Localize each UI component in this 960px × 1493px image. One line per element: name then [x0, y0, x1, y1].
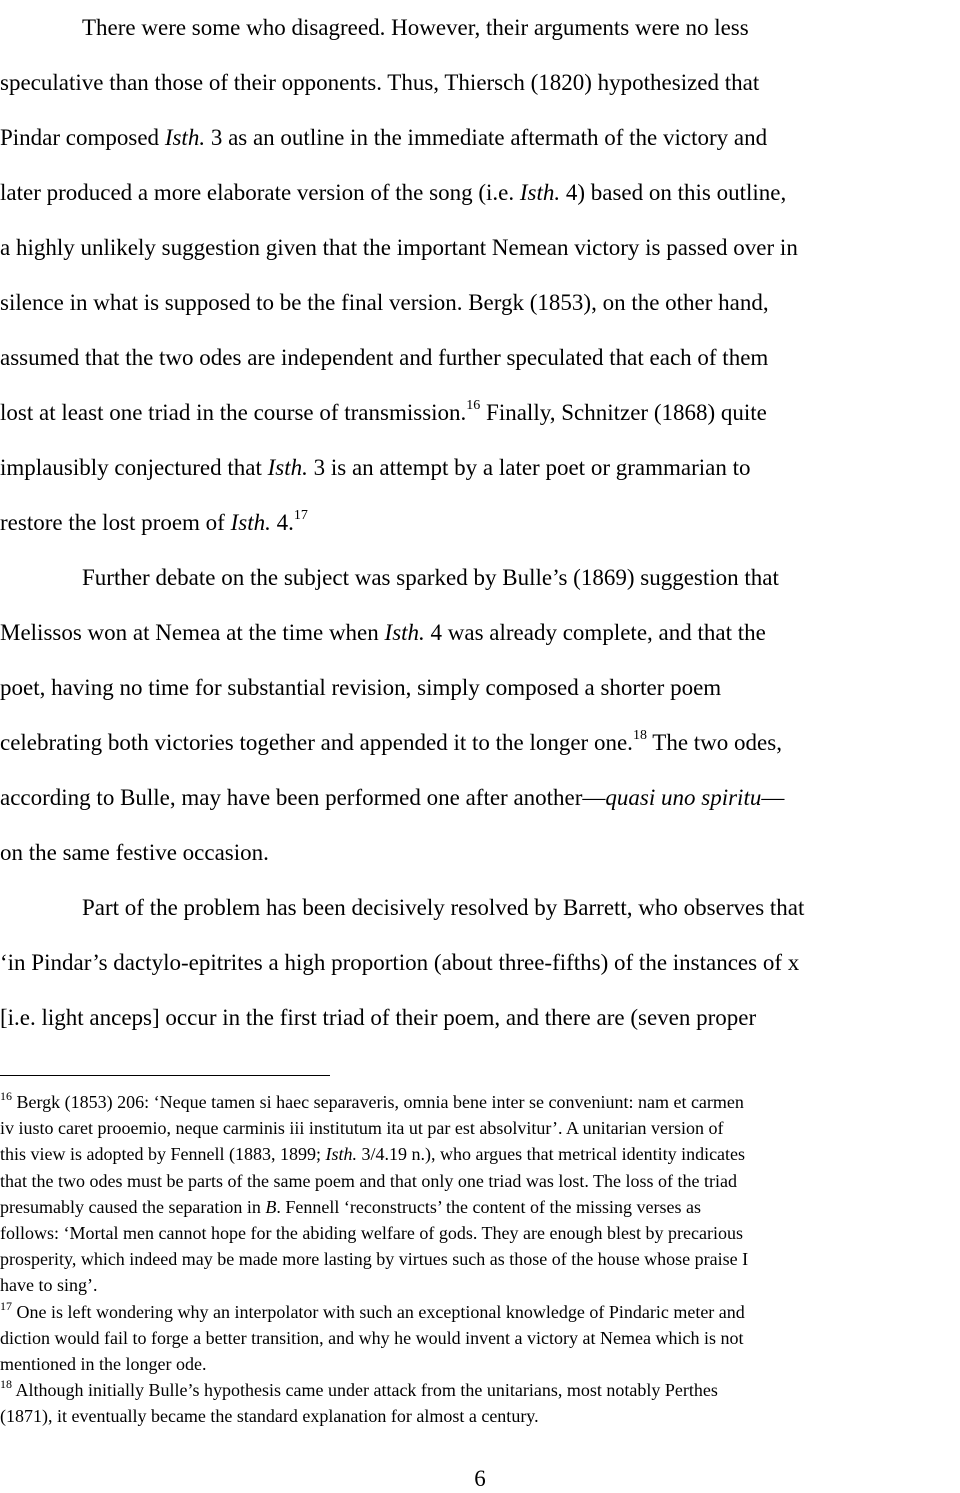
footnote-line: diction would fail to forge a better transition, and why he would invent a victory at Nemea which is not	[0, 1327, 744, 1348]
body-line: Pindar composed Isth. 3 as an outline in the immediate aftermath of the victory and	[0, 125, 768, 150]
footnote-line: presumably caused the separation in B. Fennell ‘reconstructs’ the content of the missing verses as	[0, 1196, 701, 1217]
footnotes	[0, 1089, 958, 1429]
footnote-number: 18	[0, 1377, 12, 1392]
body-line: celebrating both victories together and appended it to the longer one.$^{18}$ The two odes,	[0, 728, 782, 755]
body-line: speculative than those of their opponents. Thus, Thiersch (1820) hypothesized that	[0, 70, 760, 95]
footnote-line: $^{17}$ One is left wondering why an interpolator with such an exceptional knowledge of Pindaric meter and	[0, 1298, 745, 1322]
body-line: on the same festive occasion.	[0, 840, 269, 865]
footnote-line: this view is adopted by Fennell (1883, 1899; Isth. 3/4.19 n.), who argues that metrical identity indicates	[0, 1144, 746, 1165]
page-number: 6	[474, 1466, 486, 1491]
footnote-line: have to sing’.	[0, 1275, 98, 1296]
footnote-reference: 17	[293, 508, 308, 523]
body-line: silence in what is supposed to be the final version. Bergk (1853), on the other hand,	[0, 290, 769, 315]
footnote-line: iv iusto caret prooemio, neque carminis iii institutum ita ut par est absolvitur’. A unitarian version of	[0, 1118, 724, 1139]
body-line: according to Bulle, may have been performed one after another—quasi uno spiritu—	[0, 785, 785, 810]
footnote-line: that the two odes must be parts of the same poem and that only one triad was lost. The loss of the triad	[0, 1170, 738, 1191]
footnote-separator	[0, 1075, 330, 1076]
body-line: poet, having no time for substantial revision, simply composed a shorter poem	[0, 675, 722, 700]
body-line: a highly unlikely suggestion given that the important Nemean victory is passed over in	[0, 235, 798, 260]
footnote-line: prosperity, which indeed may be made more lasting by virtues such as those of the house whose praise I	[0, 1249, 749, 1270]
footnote-line: (1871), it eventually became the standard explanation for almost a century.	[0, 1406, 539, 1427]
body-line: restore the lost proem of Isth. 4.17	[0, 508, 308, 535]
footnote-line: mentioned in the longer ode.	[0, 1353, 207, 1374]
body-line: lost at least one triad in the course of transmission.$^{16}$ Finally, Schnitzer (1868) quite	[0, 398, 767, 425]
body-line: Melissos won at Nemea at the time when Isth. 4 was already complete, and that the	[0, 620, 766, 645]
footnote-line: $^{16}$ Bergk (1853) 206: ‘Neque tamen si haec separaveris, omnia bene inter se conveniunt: nam et carmen	[0, 1089, 744, 1112]
footnote-number: 17	[0, 1298, 12, 1313]
body-line: later produced a more elaborate version of the song (i.e. Isth. 4) based on this outline,	[0, 180, 787, 205]
body-line: Further debate on the subject was sparked by Bulle’s (1869) suggestion that	[82, 565, 779, 590]
body-line: implausibly conjectured that Isth. 3 is an attempt by a later poet or grammarian to	[0, 455, 751, 480]
footnote-number: 16	[0, 1089, 12, 1103]
footnote-reference: 16	[466, 398, 481, 413]
body-line: There were some who disagreed. However, their arguments were no less	[82, 15, 749, 40]
footnote-reference: 18	[632, 728, 647, 743]
body-line: assumed that the two odes are independent and further speculated that each of them	[0, 345, 769, 370]
body-line: ‘in Pindar’s dactylo-epitrites a high proportion (about three-fifths) of the instances of x	[0, 950, 800, 975]
body-line: [i.e. light anceps] occur in the first triad of their poem, and there are (seven proper	[0, 1005, 757, 1030]
footnote-line: follows: ‘Mortal men cannot hope for the abiding welfare of gods. They are enough blest by precarious	[0, 1222, 743, 1243]
body-line: Part of the problem has been decisively resolved by Barrett, who observes that	[82, 895, 805, 920]
footnote-line: $^{18}$ Although initially Bulle’s hypothesis came under attack from the unitarians, most notably Perthes	[0, 1377, 718, 1401]
